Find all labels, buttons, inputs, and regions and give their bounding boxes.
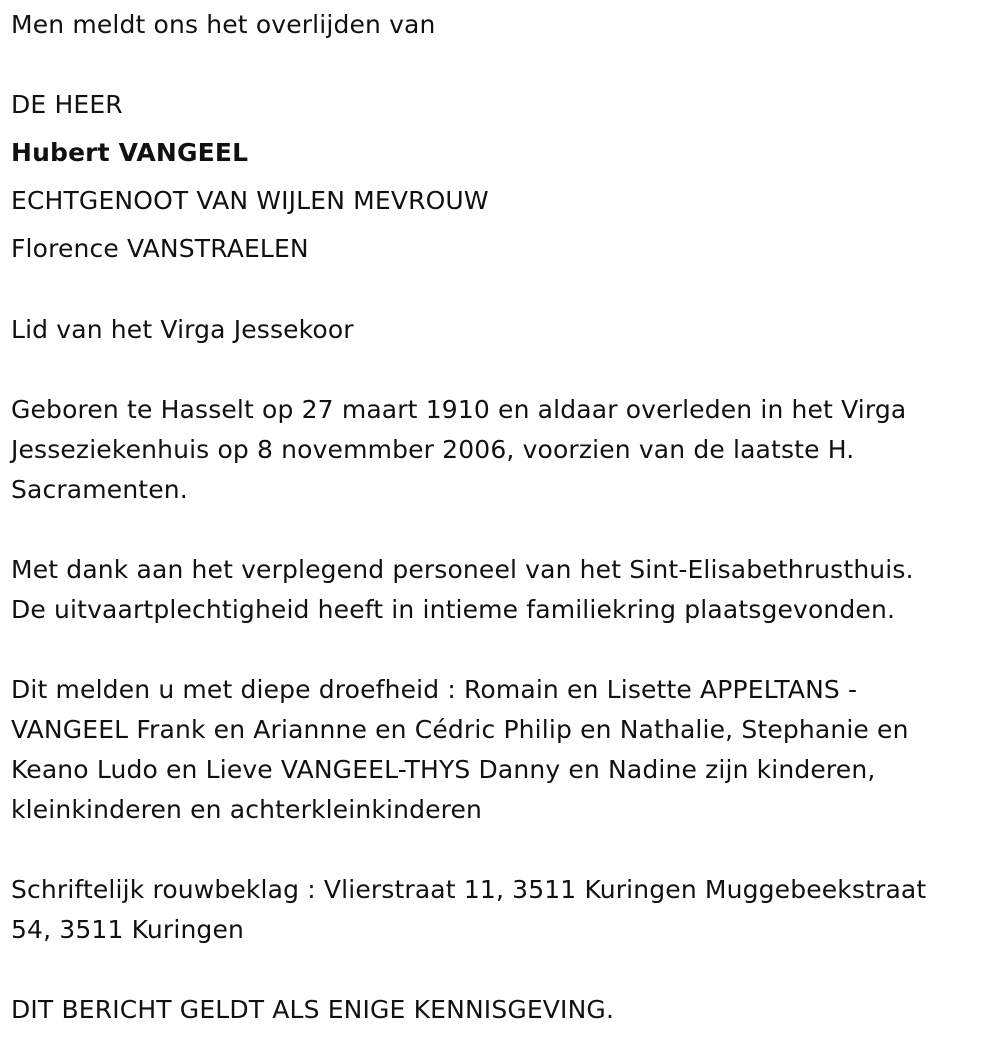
spouse-label: ECHTGENOOT VAN WIJLEN MEVROUW [11, 186, 489, 215]
thanks-line-1: Met dank aan het verplegend personeel van het Sint-Elisabethrusthuis. [11, 555, 914, 584]
spouse-name: Florence VANSTRAELEN [11, 234, 309, 263]
mourners-line-1: Dit melden u met diepe droefheid : Romain en Lisette APPELTANS - [11, 675, 858, 704]
mourners-line-4: kleinkinderen en achterkleinkinderen [11, 795, 483, 824]
intro-line: Men meldt ons het overlijden van [11, 10, 436, 39]
birth-death-line-2: Jesseziekenhuis op 8 novemmber 2006, voorzien van de laatste H. [11, 435, 855, 464]
membership-line: Lid van het Virga Jessekoor [11, 315, 354, 344]
condolences-line-1: Schriftelijk rouwbeklag : Vlierstraat 11, 3511 Kuringen Muggebeekstraat [11, 875, 927, 904]
mourners-line-3: Keano Ludo en Lieve VANGEEL-THYS Danny en Nadine zijn kinderen, [11, 755, 876, 784]
birth-death-line-1: Geboren te Hasselt op 27 maart 1910 en aldaar overleden in het Virga [11, 395, 907, 424]
thanks-line-2: De uitvaartplechtigheid heeft in intieme familiekring plaatsgevonden. [11, 595, 896, 624]
condolences-line-2: 54, 3511 Kuringen [11, 915, 244, 944]
mourners-line-2: VANGEEL Frank en Ariannne en Cédric Philip en Nathalie, Stephanie en [11, 715, 909, 744]
title-prefix: DE HEER [11, 90, 123, 119]
deceased-name: Hubert VANGEEL [11, 138, 249, 167]
birth-death-line-3: Sacramenten. [11, 475, 188, 504]
closing-line: DIT BERICHT GELDT ALS ENIGE KENNISGEVING. [11, 995, 615, 1024]
